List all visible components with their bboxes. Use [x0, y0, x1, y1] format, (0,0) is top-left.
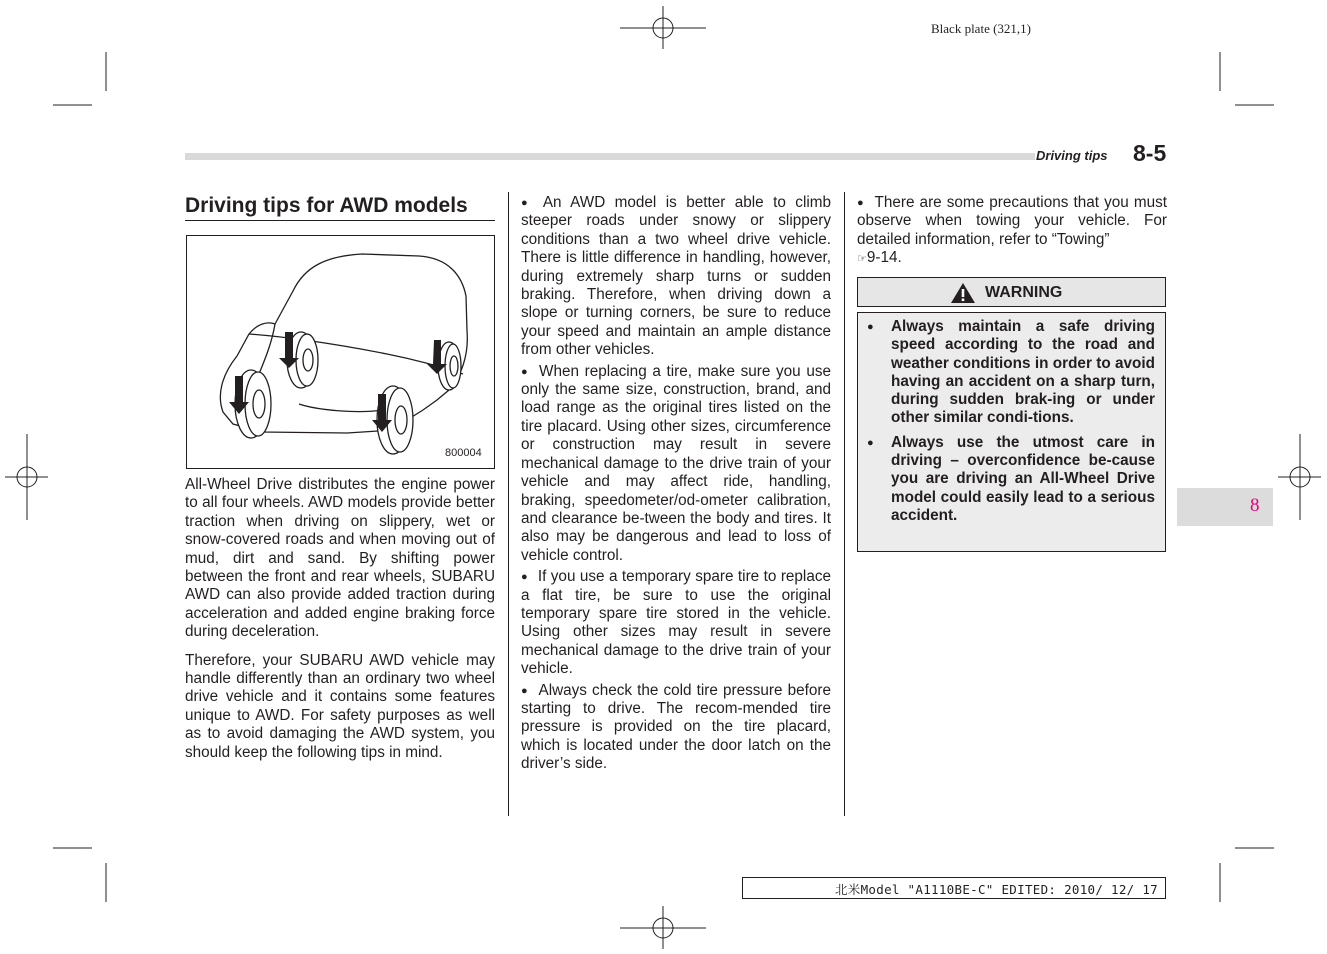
list-item: [521, 363, 831, 565]
bullet-icon: ●: [521, 684, 529, 697]
footer-label: 北米Model "A1110BE-C" EDITED: 2010/ 12/ 17: [835, 882, 1158, 897]
section-label: Driving tips: [1036, 148, 1108, 163]
title-underline: [185, 220, 495, 221]
bullet-icon: ●: [857, 197, 865, 209]
header-rule: [185, 153, 1035, 160]
awd-car-drawing: [187, 236, 494, 468]
bullet-icon: ●: [867, 436, 874, 449]
list-item-text: Always check the cold tire pressure before starting to drive. The recom-mended tire pressure is provided on the tire placard, which is located under the door latch on the driver’s side.: [521, 681, 831, 773]
intro-text: [185, 476, 495, 762]
warning-label: WARNING: [985, 284, 1063, 301]
warning-item: [867, 318, 1155, 428]
warning-triangle-icon: [950, 282, 976, 304]
column-divider: [508, 192, 509, 816]
list-item: [521, 682, 831, 774]
bullet-icon: ●: [867, 321, 874, 333]
list-item-text: When replacing a tire, make sure you use only the same size, construction, brand, and load range as the original tires listed on the tire placard. Using other sizes, circumference or construction may result in severe mechanical damage to the drive train of your vehicle and may affect ride, handling, braking, speedometer/od-ometer calibration, and clearance be-tween the body and tires. It also may be dangerous and lead to loss of vehicle control.: [521, 362, 831, 564]
plate-label: Black plate (321,1): [931, 21, 1031, 36]
figure-code: 800004: [445, 447, 482, 459]
page-title: Driving tips for AWD models: [185, 194, 468, 217]
list-item: [857, 194, 1167, 269]
paragraph: Therefore, your SUBARU AWD vehicle may handle differently than an ordinary two wheel drive vehicle and it contains some features unique to AWD. For safety purposes as well as to avoid damaging the AWD system, you should keep the following tips in mind.: [185, 651, 495, 761]
warning-item-text: Always maintain a safe driving speed according to the road and weather conditions in order to avoid having an accident on a sharp turn, during sudden brak-ing or under other similar condi-tions.: [891, 318, 1155, 427]
page-number: 8-5: [1133, 140, 1167, 166]
list-item-text: An AWD model is better able to climb steeper roads under snowy or slippery conditions than a two wheel drive vehicle. There is little difference in handling, however, during extremely sharp turns or sudden braking. Therefore, when driving down a slope or turning corners, be sure to reduce your speed and maintain an ample distance from other vehicles.: [521, 194, 831, 359]
bullet-icon: ●: [521, 197, 533, 209]
car-tires-illustration: [186, 235, 495, 469]
column-divider: [844, 192, 845, 816]
towing-note: [857, 194, 1167, 269]
list-item: [521, 194, 831, 360]
warning-item: [867, 434, 1155, 525]
bullet-icon: ●: [521, 571, 528, 584]
tips-list: [521, 194, 831, 774]
page-reference: 9-14.: [866, 249, 902, 267]
list-item-text: If you use a temporary spare tire to replace a flat tire, be sure to use the original temporary spare tire stored in the vehicle. Using other sizes may result in severe mechanical damage to the drive train of your vehicle.: [521, 568, 831, 678]
warning-list: [867, 318, 1155, 531]
paragraph: All-Wheel Drive distributes the engine power to all four wheels. AWD models provide better traction when driving on slippery, wet or snow-covered roads and when moving out of mud, dirt and sand. By shifting power between the front and rear wheels, SUBARU AWD can also provide added traction during acceleration and added engine braking force during deceleration.: [185, 476, 495, 641]
list-item: [521, 568, 831, 678]
bullet-icon: ●: [521, 365, 530, 378]
reference-icon: ☞: [857, 252, 867, 266]
list-item-text: There are some precautions that you must observe when towing your vehicle. For detailed information, refer to “Towing”: [857, 194, 1167, 248]
chapter-tab-number: 8: [1250, 495, 1260, 516]
warning-item-text: Always use the utmost care in driving – overconfidence be-cause you are driving an All-Wheel Drive model could easily lead to a serious accident.: [891, 433, 1155, 524]
